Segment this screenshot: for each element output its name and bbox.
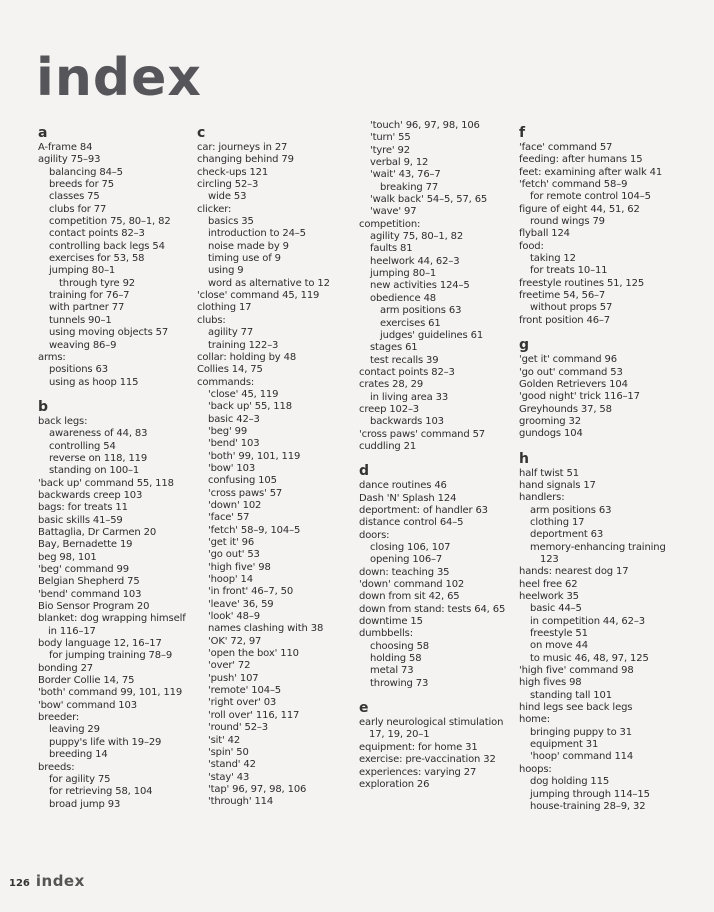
index-subentry: basic 44–5 (530, 603, 582, 615)
index-subentry: opening 106–7 (370, 554, 443, 566)
index-entry: feeding: after humans 15 (519, 154, 643, 166)
index-subentry: throwing 73 (370, 677, 429, 689)
index-subentry: weaving 86–9 (49, 339, 117, 351)
index-entry: hoops: (519, 763, 552, 775)
index-subentry: freestyle 51 (530, 628, 588, 640)
section-letter: a (38, 125, 48, 141)
index-subentry: 'touch' 96, 97, 98, 106 (370, 120, 480, 131)
index-entry: exercise: pre-vaccination 32 (359, 754, 496, 766)
index-subentry: for jumping training 78–9 (49, 650, 173, 662)
index-entry: clicker: (197, 203, 232, 215)
index-subentry: breeds for 75 (49, 179, 114, 191)
index-entry: downtime 15 (359, 616, 423, 628)
index-entry: basic skills 41–59 (38, 514, 123, 526)
index-entry: figure of eight 44, 51, 62 (519, 203, 640, 215)
index-subentry: judges' guidelines 61 (380, 329, 484, 341)
index-subentry: stages 61 (370, 342, 418, 354)
index-subentry: using as hoop 115 (49, 376, 139, 388)
index-entry: crates 28, 29 (359, 379, 424, 391)
index-entry: arms: (38, 351, 66, 363)
index-subentry: 'right over' 03 (208, 697, 277, 709)
index-subentry: 'tyre' 92 (370, 144, 410, 156)
index-entry: collar: holding by 48 (197, 351, 297, 363)
index-entry: hind legs see back legs (519, 702, 633, 714)
index-subentry: equipment 31 (530, 739, 599, 751)
index-entry: 'bend' command 103 (38, 588, 142, 600)
index-subentry: 'spin' 50 (208, 746, 249, 758)
index-subentry: 'down' 102 (208, 499, 262, 511)
index-subentry: 'beg' 99 (208, 425, 248, 437)
index-subentry: heelwork 44, 62–3 (370, 255, 460, 267)
index-subentry: with partner 77 (49, 302, 125, 314)
index-entry: 'close' command 45, 119 (197, 290, 320, 302)
index-subentry: 'OK' 72, 97 (208, 635, 262, 647)
index-subentry: through tyre 92 (59, 277, 136, 289)
index-subentry: 'turn' 55 (370, 132, 411, 144)
index-subentry: 'walk back' 54–5, 57, 65 (370, 194, 488, 206)
index-subentry: standing tall 101 (530, 689, 612, 701)
index-entry: cuddling 21 (359, 440, 417, 452)
index-entry: back legs: (38, 415, 88, 427)
index-entry: Battaglia, Dr Carmen 20 (38, 526, 157, 538)
index-subentry: 'look' 48–9 (208, 611, 260, 623)
index-subentry: backwards 103 (370, 416, 444, 428)
index-entry: Border Collie 14, 75 (38, 675, 135, 687)
index-subentry: awareness of 44, 83 (49, 428, 148, 440)
index-entry: 17, 19, 20–1 (369, 729, 430, 741)
index-subentry: exercises for 53, 58 (49, 253, 145, 265)
index-entry: dumbbells: (359, 628, 413, 640)
index-subentry: holding 58 (370, 653, 422, 665)
index-subentry: broad jump 93 (49, 798, 121, 810)
index-subentry: 'back up' 55, 118 (208, 401, 292, 413)
index-subentry: 'open the box' 110 (208, 648, 299, 660)
index-entry: hands: nearest dog 17 (519, 566, 629, 578)
index-entry: heelwork 35 (519, 591, 579, 602)
index-subentry: 'roll over' 116, 117 (208, 709, 300, 721)
index-subentry: 'push' 107 (208, 672, 259, 684)
index-entry: 'bow' command 103 (38, 699, 137, 711)
index-subentry: controlling 54 (49, 440, 116, 452)
index-subentry: memory-enhancing training (530, 541, 666, 553)
index-subentry: house-training 28–9, 32 (530, 800, 646, 812)
index-subentry: 123 (540, 553, 559, 565)
index-subentry: 'remote' 104–5 (208, 685, 282, 697)
section-letter: f (519, 125, 525, 141)
index-subentry: 'both' 99, 101, 119 (208, 450, 301, 462)
index-subentry: without props 57 (530, 302, 613, 314)
index-subentry: in living area 33 (370, 391, 449, 403)
index-entry: 'fetch' command 58–9 (519, 179, 628, 191)
index-subentry: 'bow' 103 (208, 462, 256, 474)
index-entry: 'cross paws' command 57 (359, 428, 486, 440)
index-subentry: tunnels 90–1 (49, 314, 112, 326)
index-subentry: clubs for 77 (49, 203, 107, 215)
index-subentry: 'hoop' 14 (208, 574, 253, 586)
index-entry: clothing 17 (197, 302, 252, 314)
index-subentry: positions 63 (49, 364, 108, 376)
index-subentry: dog holding 115 (530, 776, 610, 788)
index-subentry: bringing puppy to 31 (530, 726, 632, 738)
index-entry: gundogs 104 (519, 428, 583, 440)
index-subentry: 'over' 72 (208, 660, 251, 672)
index-entry: 'both' command 99, 101, 119 (38, 687, 183, 699)
index-subentry: 'sit' 42 (208, 734, 241, 746)
index-entry: down from sit 42, 65 (359, 591, 460, 603)
index-entry: agility 75–93 (38, 154, 101, 166)
index-subentry: 'stand' 42 (208, 759, 256, 771)
index-entry: breeds: (38, 761, 75, 773)
index-subentry: balancing 84–5 (49, 166, 123, 178)
index-entry: beg 98, 101 (38, 551, 97, 563)
index-entry: front position 46–7 (519, 314, 610, 326)
index-subentry: jumping through 114–15 (530, 788, 650, 800)
index-subentry: using 9 (208, 265, 244, 277)
index-subentry: contact points 82–3 (49, 228, 145, 240)
index-subentry: to music 46, 48, 97, 125 (530, 652, 649, 664)
index-subentry: verbal 9, 12 (370, 157, 429, 169)
index-subentry: 'stay' 43 (208, 771, 250, 783)
index-subentry: for remote control 104–5 (530, 191, 651, 203)
index-entry: Bio Sensor Program 20 (38, 601, 150, 613)
index-entry: backwards creep 103 (38, 489, 143, 501)
index-subentry: closing 106, 107 (370, 542, 451, 553)
index-entry: bonding 27 (38, 662, 94, 674)
index-subentry: 'face' 57 (208, 512, 250, 524)
index-entry: 'back up' command 55, 118 (38, 477, 174, 489)
index-column-1 (38, 122, 186, 811)
index-column-2 (197, 122, 330, 809)
index-subentry: timing use of 9 (208, 253, 281, 265)
index-entry: 'high five' command 98 (519, 665, 634, 677)
index-subentry: training 122–3 (208, 339, 279, 351)
section-letter: e (359, 700, 369, 717)
index-entry: high fives 98 (519, 677, 582, 689)
index-subentry: 'cross paws' 57 (208, 487, 283, 499)
page-footer (9, 872, 85, 890)
index-entry: early neurological stimulation (359, 717, 504, 729)
index-subentry: 'through' 114 (208, 796, 274, 808)
index-entry: commands: (197, 376, 255, 388)
index-subentry: 'wait' 43, 76–7 (370, 169, 441, 181)
index-entry: changing behind 79 (197, 154, 294, 166)
index-subentry: breaking 77 (380, 181, 439, 193)
index-subentry: jumping 80–1 (370, 268, 437, 280)
index-subentry: in competition 44, 62–3 (530, 615, 645, 627)
index-entry: car: journeys in 27 (197, 142, 288, 153)
section-letter: b (38, 398, 48, 415)
index-entry: 'good night' trick 116–17 (519, 391, 640, 403)
index-entry: distance control 64–5 (359, 517, 464, 529)
index-entry: 'beg' command 99 (38, 564, 129, 575)
index-subentry: names clashing with 38 (208, 623, 324, 635)
index-subentry: on move 44 (530, 640, 588, 652)
index-subentry: leaving 29 (49, 724, 100, 736)
index-entry: half twist 51 (519, 467, 579, 479)
index-subentry: basics 35 (208, 216, 254, 228)
index-subentry: arm positions 63 (530, 504, 612, 516)
index-subentry: agility 75, 80–1, 82 (370, 231, 464, 243)
index-entry: heel free 62 (519, 578, 578, 590)
index-entry: Greyhounds 37, 58 (519, 403, 612, 415)
index-subentry: controlling back legs 54 (49, 240, 165, 252)
index-entry: exploration 26 (359, 778, 430, 790)
index-column-3 (359, 120, 505, 791)
index-entry: experiences: varying 27 (359, 766, 477, 778)
index-entry: 'get it' command 96 (519, 354, 617, 366)
index-subentry: test recalls 39 (370, 354, 439, 366)
index-entry: freetime 54, 56–7 (519, 290, 606, 302)
index-subentry: puppy's life with 19–29 (49, 736, 162, 748)
index-entry: equipment: for home 31 (359, 741, 478, 753)
index-subentry: 'get it' 96 (208, 537, 255, 548)
index-subentry: word as alternative to 12 (208, 277, 330, 289)
page-number: 126 (9, 878, 30, 889)
index-subentry: reverse on 118, 119 (49, 452, 148, 464)
index-subentry: 'high five' 98 (208, 561, 271, 573)
index-subentry: for retrieving 58, 104 (49, 786, 153, 798)
index-entry: flyball 124 (519, 228, 570, 240)
index-subentry: basic 42–3 (208, 413, 260, 425)
index-subentry: introduction to 24–5 (208, 228, 306, 240)
index-subentry: round wings 79 (530, 216, 605, 228)
index-entry: breeder: (38, 712, 80, 724)
index-entry: home: (519, 714, 550, 726)
index-subentry: competition 75, 80–1, 82 (49, 216, 171, 228)
index-entry: bags: for treats 11 (38, 502, 128, 514)
section-letter: g (519, 337, 529, 354)
index-entry: body language 12, 16–17 (38, 638, 162, 650)
index-entry: competition: (359, 218, 421, 230)
index-subentry: 'go out' 53 (208, 549, 260, 561)
index-entry: clubs: (197, 314, 226, 326)
index-entry: 'down' command 102 (359, 579, 465, 591)
index-entry: feet: examining after walk 41 (519, 166, 663, 178)
index-entry: creep 102–3 (359, 403, 420, 415)
index-entry: contact points 82–3 (359, 366, 455, 378)
index-entry: deportment: of handler 63 (359, 504, 488, 516)
index-subentry: 'close' 45, 119 (208, 388, 279, 400)
index-subentry: standing on 100–1 (49, 465, 140, 477)
index-entry: blanket: dog wrapping himself (38, 613, 186, 625)
index-entry: 'go out' command 53 (519, 366, 623, 378)
index-subentry: agility 77 (208, 327, 254, 339)
section-letter: h (519, 450, 529, 467)
index-subentry: obedience 48 (370, 292, 436, 304)
index-entry: dance routines 46 (359, 480, 447, 492)
index-subentry: 'hoop' command 114 (530, 751, 634, 763)
index-subentry: using moving objects 57 (49, 327, 169, 339)
index-subentry: wide 53 (208, 191, 247, 203)
index-subentry: choosing 58 (370, 640, 429, 652)
index-subentry: confusing 105 (208, 475, 277, 487)
index-subentry: noise made by 9 (208, 240, 289, 252)
index-subentry: 'round' 52–3 (208, 722, 268, 734)
index-entry: food: (519, 240, 544, 252)
index-subentry: for treats 10–11 (530, 265, 608, 277)
index-subentry: 'in front' 46–7, 50 (208, 586, 294, 598)
index-subentry: classes 75 (49, 191, 100, 203)
footer-section-label: index (35, 872, 85, 890)
index-subentry: new activities 124–5 (370, 280, 470, 292)
index-entry: in 116–17 (48, 625, 96, 637)
index-entry: doors: (359, 529, 390, 541)
index-subentry: metal 73 (370, 665, 414, 677)
index-entry: Belgian Shepherd 75 (38, 576, 140, 588)
index-column-4 (519, 122, 666, 813)
section-letter: d (359, 463, 369, 480)
index-entry: Dash 'N' Splash 124 (359, 492, 457, 504)
index-subentry: for agility 75 (49, 773, 111, 785)
index-entry: hand signals 17 (519, 479, 596, 491)
index-entry: circling 52–3 (197, 179, 259, 191)
index-subentry: taking 12 (530, 253, 576, 265)
index-entry: grooming 32 (519, 415, 581, 427)
index-entry: handlers: (519, 492, 565, 504)
index-entry: Golden Retrievers 104 (519, 378, 628, 390)
index-entry: down from stand: tests 64, 65 (359, 603, 506, 615)
index-subentry: clothing 17 (530, 516, 585, 528)
index-subentry: 'leave' 36, 59 (208, 598, 274, 610)
index-subentry: faults 81 (370, 243, 413, 255)
index-entry: A-frame 84 (38, 142, 93, 153)
index-subentry: jumping 80–1 (49, 265, 116, 277)
index-subentry: 'tap' 96, 97, 98, 106 (208, 783, 307, 795)
index-subentry: 'fetch' 58–9, 104–5 (208, 524, 301, 536)
index-entry: down: teaching 35 (359, 566, 450, 578)
index-subentry: 'bend' 103 (208, 438, 260, 450)
index-entry: Collies 14, 75 (197, 364, 263, 376)
index-subentry: breeding 14 (49, 749, 108, 761)
index-entry: check-ups 121 (197, 166, 269, 178)
index-subentry: deportment 63 (530, 529, 604, 541)
index-subentry: exercises 61 (380, 317, 441, 329)
index-entry: freestyle routines 51, 125 (519, 277, 645, 289)
index-subentry: arm positions 63 (380, 305, 462, 317)
page-title: index (36, 48, 202, 108)
index-subentry: 'wave' 97 (370, 206, 417, 218)
section-letter: c (197, 125, 206, 141)
index-entry: 'face' command 57 (519, 142, 613, 153)
index-subentry: training for 76–7 (49, 290, 130, 302)
index-entry: Bay, Bernadette 19 (38, 539, 133, 551)
